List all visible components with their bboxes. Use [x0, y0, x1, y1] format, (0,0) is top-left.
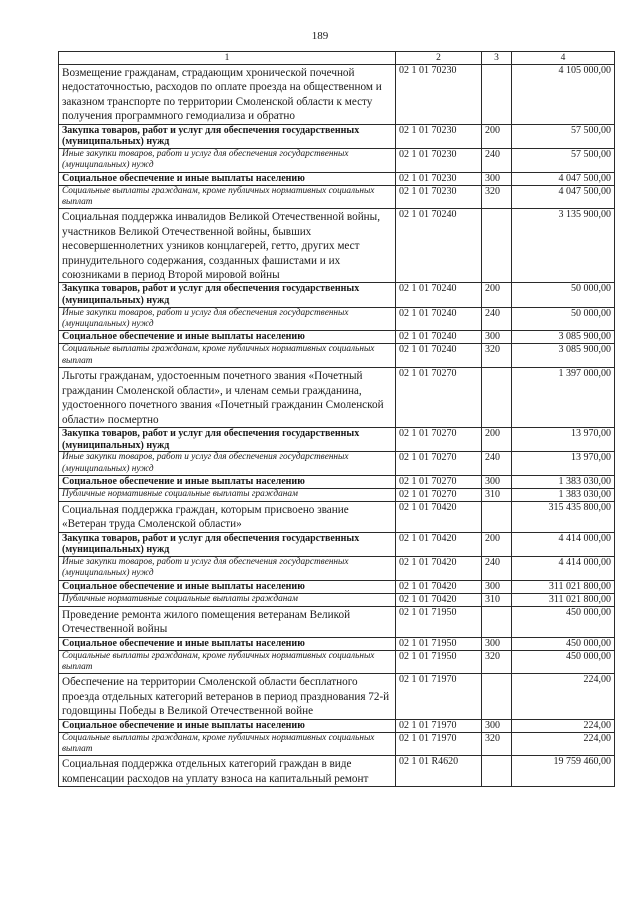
table-row	[59, 307, 615, 331]
row-expense-type-cell: 300	[482, 580, 512, 593]
table-row	[59, 606, 615, 637]
row-name-cell: Закупка товаров, работ и услуг для обеспечения государственных (муниципальных) нужд	[59, 532, 396, 556]
row-name-cell: Публичные нормативные социальные выплаты гражданам	[59, 488, 396, 501]
row-amount-cell: 450 000,00	[512, 637, 615, 650]
row-name-cell: Социальное обеспечение и иные выплаты населению	[59, 331, 396, 344]
row-code-cell: 02 1 01 70240	[396, 331, 482, 344]
row-expense-type-cell: 240	[482, 307, 512, 331]
table-row	[59, 637, 615, 650]
row-code-cell: 02 1 01 71970	[396, 719, 482, 732]
row-amount-cell: 13 970,00	[512, 452, 615, 476]
row-code-cell: 02 1 01 70420	[396, 580, 482, 593]
row-name-cell: Проведение ремонта жилого помещения ветеранам Великой Отечественной войны	[59, 606, 396, 637]
table-row	[59, 452, 615, 476]
table-row	[59, 732, 615, 756]
table-row	[59, 65, 615, 125]
row-expense-type-cell: 320	[482, 344, 512, 368]
budget-table	[58, 51, 615, 787]
row-amount-cell: 57 500,00	[512, 148, 615, 172]
row-code-cell: 02 1 01 70270	[396, 427, 482, 451]
row-code-cell: 02 1 01 70230	[396, 185, 482, 209]
row-expense-type-cell: 240	[482, 148, 512, 172]
row-amount-cell: 50 000,00	[512, 283, 615, 307]
row-name-cell: Социальные выплаты гражданам, кроме публичных нормативных социальных выплат	[59, 344, 396, 368]
row-name-cell: Социальная поддержка отдельных категорий граждан в виде компенсации расходов на уплату взноса на капитальный ремонт	[59, 756, 396, 787]
row-amount-cell: 4 047 500,00	[512, 185, 615, 209]
row-code-cell: 02 1 01 70240	[396, 209, 482, 283]
row-amount-cell: 311 021 800,00	[512, 593, 615, 606]
page-number: 189	[311, 30, 329, 42]
table-row	[59, 532, 615, 556]
table-row	[59, 556, 615, 580]
row-expense-type-cell	[482, 674, 512, 719]
row-code-cell: 02 1 01 71970	[396, 674, 482, 719]
row-amount-cell: 50 000,00	[512, 307, 615, 331]
row-name-cell: Закупка товаров, работ и услуг для обеспечения государственных (муниципальных) нужд	[59, 124, 396, 148]
row-amount-cell: 3 085 900,00	[512, 344, 615, 368]
row-expense-type-cell	[482, 368, 512, 428]
row-code-cell: 02 1 01 70420	[396, 593, 482, 606]
header-col-4: 4	[512, 52, 615, 65]
row-amount-cell: 315 435 800,00	[512, 501, 615, 532]
row-name-cell: Льготы гражданам, удостоенным почетного звания «Почетный гражданин Смоленской области», и членам семьи гражданина, удостоенного почетного звания «Почетный гражданин Смоленской области» посмертно	[59, 368, 396, 428]
row-expense-type-cell: 300	[482, 475, 512, 488]
row-amount-cell: 224,00	[512, 674, 615, 719]
row-name-cell: Иные закупки товаров, работ и услуг для обеспечения государственных (муниципальных) нужд	[59, 452, 396, 476]
table-row	[59, 172, 615, 185]
table-row	[59, 580, 615, 593]
row-code-cell: 02 1 01 71950	[396, 650, 482, 674]
row-amount-cell: 19 759 460,00	[512, 756, 615, 787]
row-name-cell: Социальное обеспечение и иные выплаты населению	[59, 580, 396, 593]
table-row	[59, 475, 615, 488]
row-name-cell: Иные закупки товаров, работ и услуг для обеспечения государственных (муниципальных) нужд	[59, 307, 396, 331]
row-expense-type-cell	[482, 501, 512, 532]
row-code-cell: 02 1 01 70240	[396, 344, 482, 368]
table-row	[59, 124, 615, 148]
row-amount-cell: 3 085 900,00	[512, 331, 615, 344]
row-amount-cell: 450 000,00	[512, 606, 615, 637]
table-row	[59, 756, 615, 787]
row-name-cell: Социальная поддержка граждан, которым присвоено звание «Ветеран труда Смоленской области»	[59, 501, 396, 532]
row-code-cell: 02 1 01 70230	[396, 172, 482, 185]
table-row	[59, 674, 615, 719]
row-expense-type-cell: 200	[482, 283, 512, 307]
table-row	[59, 185, 615, 209]
table-row	[59, 148, 615, 172]
row-expense-type-cell: 200	[482, 124, 512, 148]
row-name-cell: Социальная поддержка инвалидов Великой Отечественной войны, участников Великой Отечественной войны, бывших несовершеннолетних узников концлагерей, гетто, других мест принудительного содержания, созданных фашистами и их союзниками в период Второй мировой войны	[59, 209, 396, 283]
row-code-cell: 02 1 01 71950	[396, 606, 482, 637]
table-row	[59, 719, 615, 732]
row-code-cell: 02 1 01 71970	[396, 732, 482, 756]
row-name-cell: Иные закупки товаров, работ и услуг для обеспечения государственных (муниципальных) нужд	[59, 556, 396, 580]
table-row	[59, 650, 615, 674]
row-name-cell: Обеспечение на территории Смоленской области бесплатного проезда отдельных категорий ветеранов в период празднования 72-й годовщины Победы в Великой Отечественной войне	[59, 674, 396, 719]
row-code-cell: 02 1 01 70240	[396, 307, 482, 331]
row-code-cell: 02 1 01 70230	[396, 65, 482, 125]
table-row	[59, 368, 615, 428]
row-expense-type-cell: 320	[482, 185, 512, 209]
row-name-cell: Публичные нормативные социальные выплаты гражданам	[59, 593, 396, 606]
row-expense-type-cell: 300	[482, 172, 512, 185]
row-amount-cell: 224,00	[512, 732, 615, 756]
row-code-cell: 02 1 01 70420	[396, 532, 482, 556]
row-amount-cell: 13 970,00	[512, 427, 615, 451]
row-code-cell: 02 1 01 70270	[396, 488, 482, 501]
row-expense-type-cell: 310	[482, 488, 512, 501]
row-code-cell: 02 1 01 70230	[396, 124, 482, 148]
row-amount-cell: 4 047 500,00	[512, 172, 615, 185]
row-expense-type-cell: 300	[482, 719, 512, 732]
row-expense-type-cell	[482, 756, 512, 787]
row-name-cell: Социальное обеспечение и иные выплаты населению	[59, 637, 396, 650]
row-expense-type-cell: 320	[482, 650, 512, 674]
row-name-cell: Закупка товаров, работ и услуг для обеспечения государственных (муниципальных) нужд	[59, 283, 396, 307]
row-expense-type-cell	[482, 209, 512, 283]
row-amount-cell: 311 021 800,00	[512, 580, 615, 593]
row-amount-cell: 57 500,00	[512, 124, 615, 148]
table-row	[59, 344, 615, 368]
row-expense-type-cell	[482, 65, 512, 125]
row-code-cell: 02 1 01 71950	[396, 637, 482, 650]
row-code-cell: 02 1 01 70270	[396, 452, 482, 476]
header-col-3: 3	[482, 52, 512, 65]
row-expense-type-cell: 240	[482, 452, 512, 476]
row-expense-type-cell: 300	[482, 637, 512, 650]
row-code-cell: 02 1 01 70240	[396, 283, 482, 307]
table-header-row	[59, 52, 615, 65]
row-name-cell: Социальное обеспечение и иные выплаты населению	[59, 475, 396, 488]
row-amount-cell: 4 414 000,00	[512, 556, 615, 580]
row-expense-type-cell: 240	[482, 556, 512, 580]
row-code-cell: 02 1 01 70420	[396, 556, 482, 580]
row-code-cell: 02 1 01 70270	[396, 475, 482, 488]
row-name-cell: Социальные выплаты гражданам, кроме публичных нормативных социальных выплат	[59, 185, 396, 209]
row-expense-type-cell: 320	[482, 732, 512, 756]
row-expense-type-cell: 200	[482, 427, 512, 451]
row-name-cell: Социальные выплаты гражданам, кроме публичных нормативных социальных выплат	[59, 650, 396, 674]
table-row	[59, 331, 615, 344]
row-amount-cell: 1 383 030,00	[512, 475, 615, 488]
row-amount-cell: 3 135 900,00	[512, 209, 615, 283]
row-amount-cell: 4 414 000,00	[512, 532, 615, 556]
row-code-cell: 02 1 01 70420	[396, 501, 482, 532]
table-row	[59, 283, 615, 307]
row-amount-cell: 450 000,00	[512, 650, 615, 674]
row-expense-type-cell: 200	[482, 532, 512, 556]
row-amount-cell: 1 397 000,00	[512, 368, 615, 428]
table-row	[59, 209, 615, 283]
row-expense-type-cell: 310	[482, 593, 512, 606]
row-name-cell: Социальное обеспечение и иные выплаты населению	[59, 172, 396, 185]
table-row	[59, 593, 615, 606]
row-code-cell: 02 1 01 R4620	[396, 756, 482, 787]
row-code-cell: 02 1 01 70230	[396, 148, 482, 172]
row-amount-cell: 4 105 000,00	[512, 65, 615, 125]
header-col-1: 1	[59, 52, 396, 65]
row-name-cell: Возмещение гражданам, страдающим хронической почечной недостаточностью, расходов по оплате проезда на общественном и заказном транспорте по территории Смоленской области к месту получения программного гемодиализа и обратно	[59, 65, 396, 125]
row-name-cell: Социальные выплаты гражданам, кроме публичных нормативных социальных выплат	[59, 732, 396, 756]
table-row	[59, 488, 615, 501]
row-code-cell: 02 1 01 70270	[396, 368, 482, 428]
row-name-cell: Иные закупки товаров, работ и услуг для обеспечения государственных (муниципальных) нужд	[59, 148, 396, 172]
row-amount-cell: 1 383 030,00	[512, 488, 615, 501]
row-amount-cell: 224,00	[512, 719, 615, 732]
row-name-cell: Закупка товаров, работ и услуг для обеспечения государственных (муниципальных) нужд	[59, 427, 396, 451]
row-expense-type-cell: 300	[482, 331, 512, 344]
table-row	[59, 427, 615, 451]
row-expense-type-cell	[482, 606, 512, 637]
header-col-2: 2	[396, 52, 482, 65]
row-name-cell: Социальное обеспечение и иные выплаты населению	[59, 719, 396, 732]
table-row	[59, 501, 615, 532]
